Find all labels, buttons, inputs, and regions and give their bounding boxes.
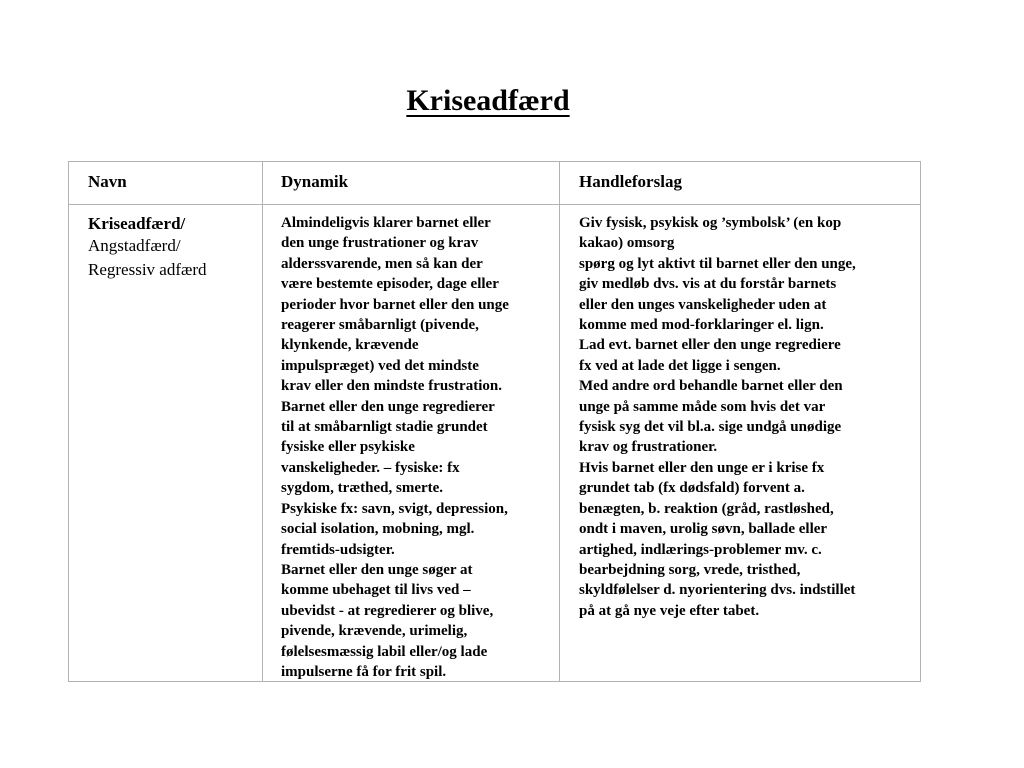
text-line: impulserne få for frit spil. — [281, 663, 447, 680]
text-line: til at småbarnligt stadie grundet — [281, 419, 488, 436]
header-dynamik: Dynamik — [281, 172, 349, 191]
navn-cell — [88, 213, 207, 282]
text-line: perioder hvor barnet eller den unge — [281, 296, 509, 313]
text-line: ondt i maven, urolig søvn, ballade eller — [579, 521, 828, 538]
text-line: kakao) omsorg — [579, 235, 675, 252]
page-title: Kriseadfærd — [406, 84, 570, 117]
text-line: ubevidst - at regredierer og blive, — [281, 602, 494, 619]
handleforslag-cell — [579, 213, 909, 621]
text-line: eller den unges vanskeligheder uden at — [579, 296, 827, 313]
text-line: giv medløb dvs. vis at du forstår barnets — [579, 276, 837, 293]
text-line: reagerer småbarnligt (pivende, — [281, 317, 479, 334]
text-line: den unge frustrationer og krav — [281, 235, 479, 252]
text-line: alderssvarende, men så kan der — [281, 255, 483, 272]
navn-main-label: Kriseadfærd/ — [88, 214, 186, 233]
text-line: Med andre ord behandle barnet eller den — [579, 378, 843, 395]
text-line: følelsesmæssig labil eller/og lade — [281, 643, 488, 660]
kriseadfaerd-table — [68, 161, 921, 682]
text-line: fremtids-udsigter. — [281, 541, 395, 558]
text-line: skyldfølelser d. nyorientering dvs. indstillet — [579, 582, 856, 599]
text-line: Barnet eller den unge søger at — [281, 561, 473, 578]
text-line: bearbejdning sorg, vrede, tristhed, — [579, 561, 801, 578]
text-line: Barnet eller den unge regredierer — [281, 398, 495, 415]
header-navn: Navn — [88, 172, 127, 191]
text-line: krav og frustrationer. — [579, 439, 718, 456]
text-line: fysiske eller psykiske — [281, 439, 415, 456]
text-line: Giv fysisk, psykisk og ’symbolsk’ (en kop — [579, 215, 842, 231]
text-line: pivende, krævende, urimelig, — [281, 623, 468, 640]
text-line: fysisk syg det vil bl.a. sige undgå unødige — [579, 419, 842, 436]
text-line: impulspræget) ved det mindste — [281, 357, 479, 374]
text-line: benægten, b. reaktion (gråd, rastløshed, — [579, 500, 834, 517]
text-line: Almindeligvis klarer barnet eller — [281, 215, 491, 231]
text-line: grundet tab (fx dødsfald) forvent a. — [579, 480, 805, 497]
text-line: social isolation, mobning, mgl. — [281, 521, 475, 538]
text-line: være bestemte episoder, dage eller — [281, 276, 499, 293]
text-line: komme ubehaget til livs ved – — [281, 582, 471, 599]
text-line: artighed, indlærings-problemer mv. c. — [579, 541, 822, 558]
text-line: sygdom, træthed, smerte. — [281, 480, 444, 497]
text-line: Lad evt. barnet eller den unge regrediere — [579, 337, 841, 354]
navn-sub-label: Regressiv adfærd — [88, 260, 207, 279]
text-line: på at gå nye veje efter tabet. — [579, 602, 760, 619]
text-line: unge på samme måde som hvis det var — [579, 398, 826, 415]
text-line: Hvis barnet eller den unge er i krise fx — [579, 459, 825, 476]
header-handleforslag: Handleforslag — [579, 172, 682, 191]
table-header-row — [69, 162, 920, 205]
navn-sub-label: Angstadfærd/ — [88, 236, 181, 255]
text-line: vanskeligheder. – fysiske: fx — [281, 459, 460, 476]
text-line: spørg og lyt aktivt til barnet eller den unge, — [579, 255, 856, 272]
text-line: klynkende, krævende — [281, 337, 419, 354]
column-divider — [559, 162, 560, 681]
text-line: Psykiske fx: savn, svigt, depression, — [281, 500, 508, 517]
text-line: komme med mod-forklaringer el. lign. — [579, 317, 824, 334]
dynamik-cell — [281, 213, 549, 682]
text-line: krav eller den mindste frustration. — [281, 378, 502, 395]
column-divider — [262, 162, 263, 681]
text-line: fx ved at lade det ligge i sengen. — [579, 357, 781, 374]
